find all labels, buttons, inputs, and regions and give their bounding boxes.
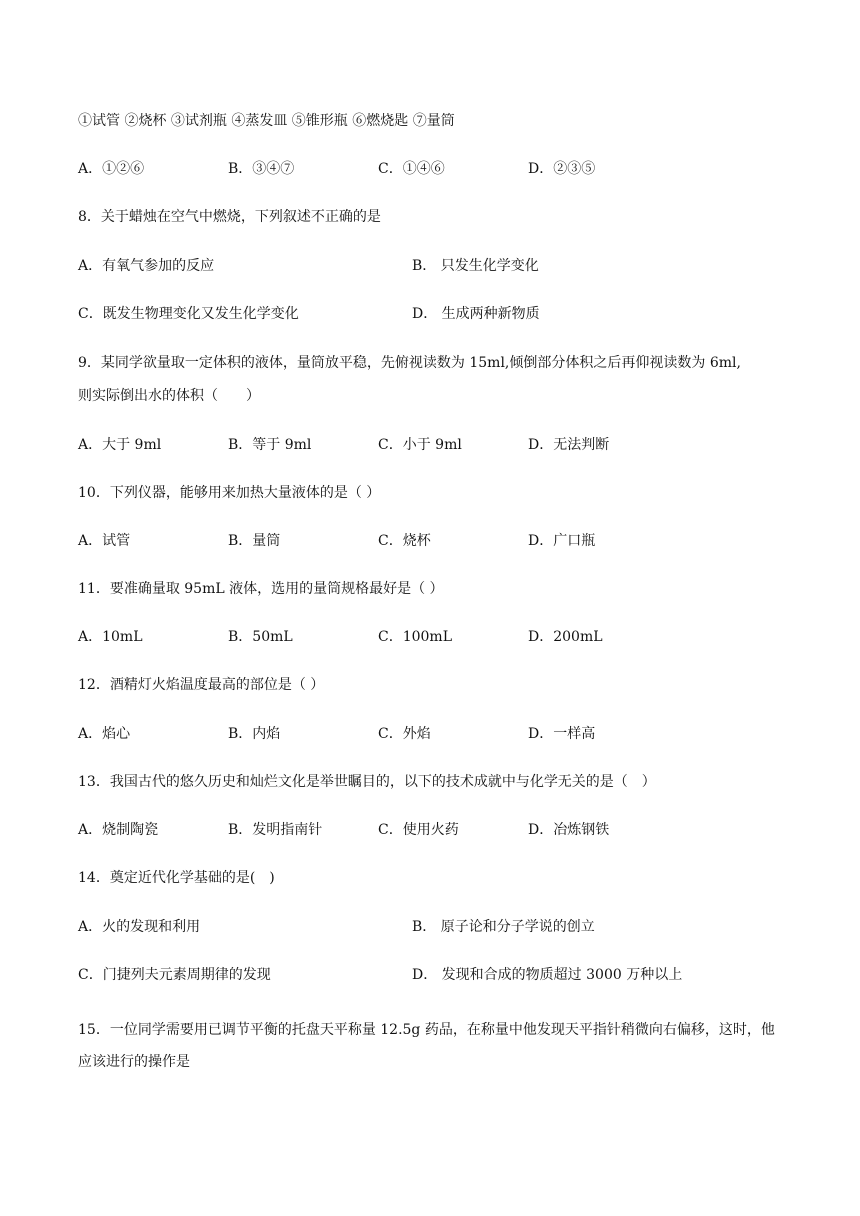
option-b: B．内焰: [228, 726, 281, 742]
option-b: B． 只发生化学变化: [412, 258, 539, 274]
question-stem: 13．我国古代的悠久历史和灿烂文化是举世瞩目的，以下的技术成就中与化学无关的是（ ）: [78, 774, 656, 790]
option-b: B． 原子论和分子学说的创立: [412, 919, 595, 935]
option-d: D．一样高: [528, 726, 596, 742]
option-b: B．发明指南针: [228, 822, 323, 838]
question-stem: 15．一位同学需要用已调节平衡的托盘天平称量 12.5g 药品，在称量中他发现天平指针稍微向右偏移，这时，他应该进行的操作是: [78, 1022, 775, 1070]
option-a: A．试管: [78, 533, 131, 549]
option-c: C．既发生物理变化又发生化学变化: [78, 306, 299, 322]
option-c: C．烧杯: [378, 533, 431, 549]
option-a: A．10mL: [78, 629, 143, 645]
question-stem: 12．酒精灯火焰温度最高的部位是（ ）: [78, 677, 325, 693]
option-a: A．大于 9ml: [78, 437, 162, 453]
option-d: D．200mL: [528, 629, 603, 645]
option-d: D． 生成两种新物质: [412, 306, 540, 322]
option-c: C．①④⑥: [378, 161, 445, 177]
option-c: C．100mL: [378, 629, 453, 645]
option-b: B．等于 9ml: [228, 437, 312, 453]
option-c: C．使用火药: [378, 822, 459, 838]
question-stem: 11．要准确量取 95mL 液体，选用的量筒规格最好是（ ）: [78, 581, 444, 597]
question-stem: 8．关于蜡烛在空气中燃烧，下列叙述不正确的是: [78, 209, 381, 225]
option-c: C．外焰: [378, 726, 431, 742]
option-c: C．小于 9ml: [378, 437, 462, 453]
question-stem: 10．下列仪器，能够用来加热大量液体的是（ ）: [78, 485, 381, 501]
option-b: B．量筒: [228, 533, 281, 549]
option-a: A．①②⑥: [78, 161, 145, 177]
option-a: A．焰心: [78, 726, 131, 742]
question-stem-line-2: 则实际倒出水的体积（ ）: [78, 388, 260, 404]
option-a: A．烧制陶瓷: [78, 822, 159, 838]
option-d: D． 发现和合成的物质超过 3000 万种以上: [412, 967, 683, 983]
option-d: D．广口瓶: [528, 533, 596, 549]
option-c: C．门捷列夫元素周期律的发现: [78, 967, 271, 983]
option-b: B．③④⑦: [228, 161, 295, 177]
option-d: D．冶炼钢铁: [528, 822, 610, 838]
option-d: D．无法判断: [528, 437, 610, 453]
option-b: B．50mL: [228, 629, 293, 645]
question-stem-line-1: 9．某同学欲量取一定体积的液体，量筒放平稳，先俯视读数为 15ml,倾倒部分体积之后再仰视读数为 6ml,: [78, 355, 741, 371]
question-stem: 14．奠定近代化学基础的是( ): [78, 870, 275, 886]
option-a: A．火的发现和利用: [78, 919, 201, 935]
instrument-list: ①试管 ②烧杯 ③试剂瓶 ④蒸发皿 ⑤锥形瓶 ⑥燃烧匙 ⑦量筒: [78, 113, 455, 129]
option-d: D．②③⑤: [528, 161, 596, 177]
option-a: A．有氧气参加的反应: [78, 258, 215, 274]
